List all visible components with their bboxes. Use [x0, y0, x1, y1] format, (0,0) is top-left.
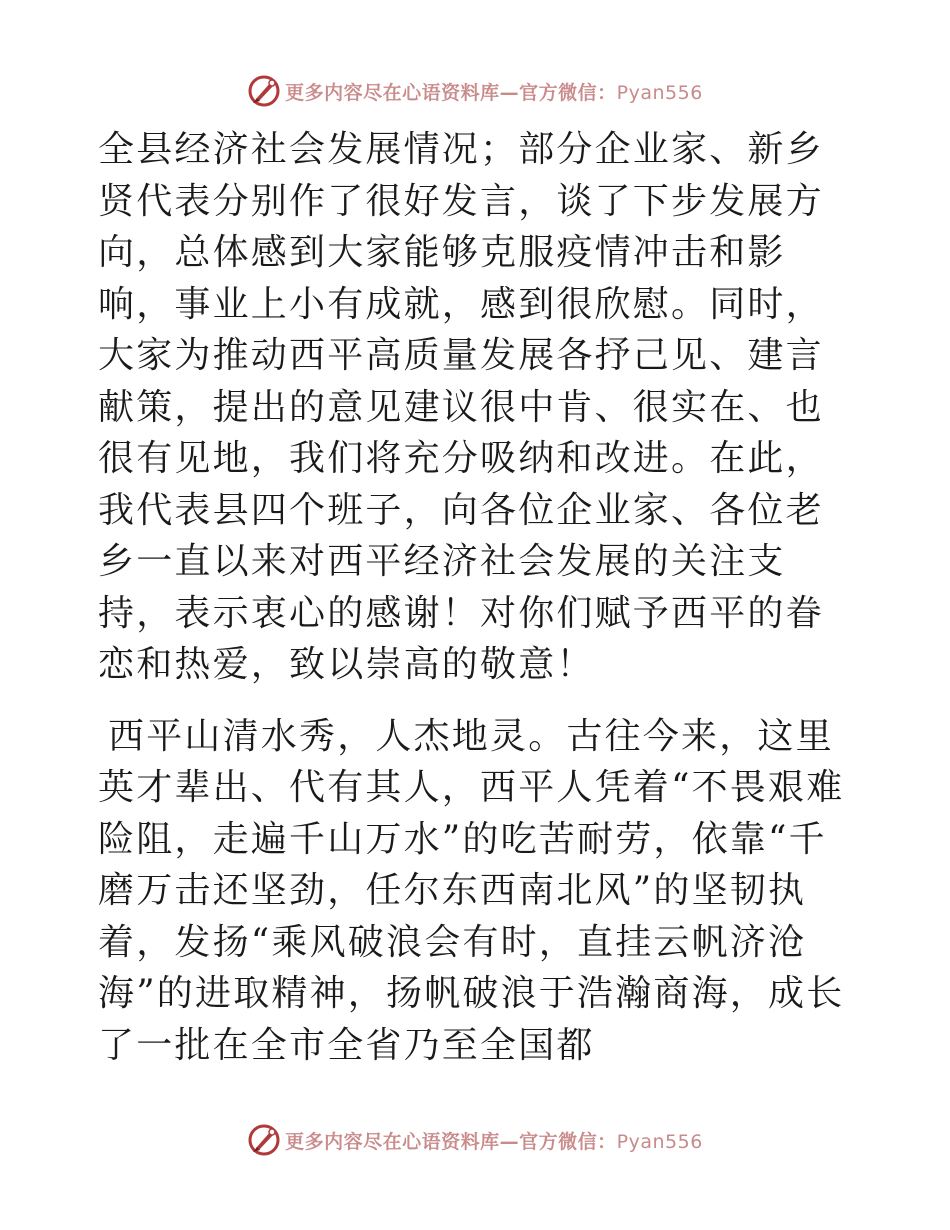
header-wechat-id: Pyan556	[616, 81, 703, 104]
quill-pen-logo-icon	[247, 1123, 281, 1157]
document-body	[98, 124, 858, 1071]
footer-banner-text: 更多内容尽在心语资料库—官方微信：Pyan556	[285, 1130, 703, 1153]
footer-wechat-id: Pyan556	[616, 1130, 703, 1153]
body-paragraph-1: 全县经济社会发展情况；部分企业家、新乡贤代表分别作了很好发言，谈了下步发展方向，总体感到大家能够克服疫情冲击和影响，事业上小有成就，感到很欣慰。同时，大家为推动西平高质量发展各抒己见、建言献策，提出的意见建议很中肯、很实在、也很有见地，我们将充分吸纳和改进。在此，我代表县四个班子，向各位企业家、各位老乡一直以来对西平经济社会发展的关注支持，表示衷心的感谢！对你们赋予西平的眷恋和热爱，致以崇高的敬意！	[98, 129, 824, 685]
footer-banner	[0, 1120, 950, 1160]
header-banner-text: 更多内容尽在心语资料库—官方微信：Pyan556	[285, 81, 703, 104]
header-banner	[0, 71, 950, 111]
body-paragraph-2-text: 西平山清水秀，人杰地灵。古往今来，这里英才辈出、代有其人，西平人凭着“不畏艰难险阻，走遍千山万水”的吃苦耐劳，依靠“千磨万击还坚劲，任尔东西南北风”的坚韧执着，发扬“乘风破浪会有时，直挂云帆济沧海”的进取精神，扬帆破浪于浩瀚商海，成长了一批在全市全省乃至全国都	[98, 715, 845, 1066]
body-paragraph-2	[98, 711, 858, 1072]
quill-pen-logo-icon	[247, 74, 281, 108]
